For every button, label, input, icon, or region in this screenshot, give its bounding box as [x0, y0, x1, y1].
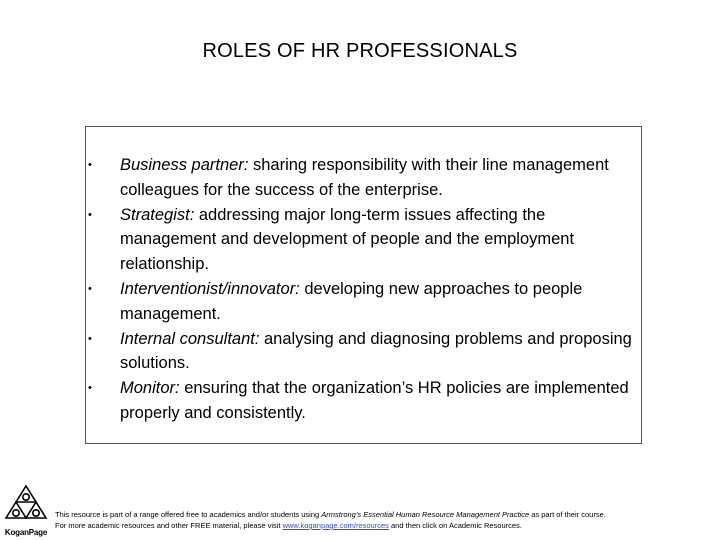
book-title: Armstrong’s Essential Human Resource Management Practice: [321, 510, 530, 519]
bullet-dot-icon: •: [88, 208, 92, 221]
bullet-dot-icon: •: [88, 382, 92, 395]
resources-link[interactable]: www.koganpage.com/resources: [282, 521, 389, 530]
role-term: Monitor:: [120, 379, 180, 398]
footer-line-2: [55, 520, 720, 531]
role-description: addressing major long-term issues affecting the management and development of people and the employment relationship.: [120, 205, 575, 274]
footer-text: For more academic resources and other FREE material, please visit: [55, 521, 283, 530]
kogan-page-logo: [2, 484, 50, 538]
list-item-business-partner: [86, 153, 646, 203]
list-item-strategist: [86, 203, 646, 277]
list-item-monitor: [86, 376, 646, 426]
role-term: Business partner:: [120, 156, 249, 174]
bullet-dot-icon: •: [88, 282, 92, 295]
footer-notice: [55, 509, 720, 531]
role-term: Strategist:: [120, 205, 195, 224]
role-description: sharing responsibility with their line management colleagues for the success of the enterprise.: [120, 156, 609, 199]
bullet-dot-icon: •: [88, 332, 92, 345]
role-description: analysing and diagnosing problems and proposing solutions.: [120, 329, 632, 373]
logo-text: KoganPage: [4, 528, 48, 537]
role-description: developing new approaches to people management.: [120, 279, 583, 323]
page-title: ROLES OF HR PROFESSIONALS: [202, 40, 518, 62]
role-term: Internal consultant:: [120, 329, 260, 348]
footer-text: as part of their course.: [529, 510, 606, 519]
bullet-dot-icon: •: [88, 159, 92, 171]
footer-text: This resource is part of a range offered free to academics and/or students using: [55, 510, 322, 519]
role-description: ensuring that the organization’s HR policies are implemented properly and consistently.: [120, 379, 629, 422]
list-item-internal-consultant: [86, 327, 646, 377]
roles-list: [86, 153, 646, 426]
footer-text: and then click on Academic Resources.: [388, 521, 522, 530]
triangle-logo-icon: [2, 484, 50, 528]
footer-line-1: [55, 509, 720, 520]
list-item-interventionist: [86, 277, 646, 327]
role-term: Interventionist/innovator:: [120, 279, 300, 298]
